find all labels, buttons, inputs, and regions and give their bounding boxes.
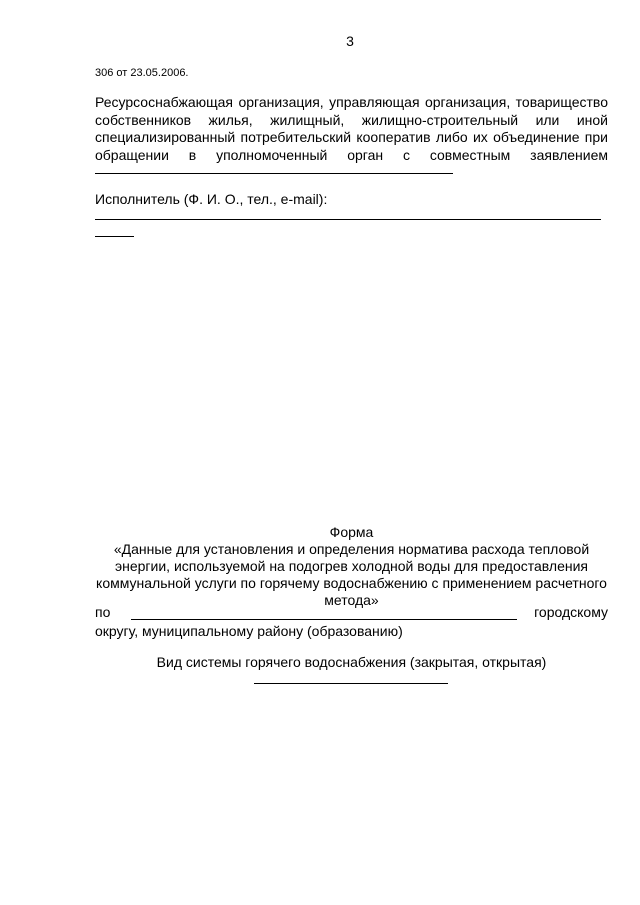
paragraph-line-4: обращении в уполномоченный орган с совместным заявлением: [95, 146, 608, 163]
district-fill-line: [131, 619, 517, 620]
system-type-fill-line: [254, 683, 448, 684]
district-line: округу, муниципальному району (образованию): [95, 623, 403, 639]
applicant-fill-line: [95, 173, 453, 174]
document-reference: 306 от 23.05.2006.: [95, 67, 189, 79]
form-heading-block: [95, 524, 608, 609]
po-label: по: [95, 604, 111, 620]
paragraph-line-3: специализированный потребительский кооператив либо их объединение при: [95, 129, 608, 145]
form-title: Форма: [329, 524, 374, 540]
system-type-label: Вид системы горячего водоснабжения (закрытая, открытая): [156, 654, 547, 670]
form-title-line-3: коммунальной услуги по горячему водоснабжению с применением расчетного: [96, 575, 607, 591]
executor-fill-line: [95, 219, 601, 220]
page-number: 3: [346, 33, 354, 49]
applicant-paragraph: [95, 94, 608, 164]
form-title-line-2: энергии, используемой на подогрев холодной воды для предоставления: [114, 558, 588, 574]
executor-fill-line-short: [95, 236, 134, 237]
paragraph-line-1: Ресурсоснабжающая организация, управляющая организация, товарищество: [95, 94, 608, 110]
form-title-line-1: «Данные для установления и определения норматива расхода тепловой: [113, 541, 590, 557]
executor-label: Исполнитель (Ф. И. О., тел., e-mail):: [95, 191, 328, 207]
paragraph-line-2: собственников жилья, жилищный, жилищно-строительный или иной: [95, 111, 608, 128]
district-suffix: городскому: [534, 604, 608, 620]
form-title-line-4: метода»: [324, 592, 379, 608]
